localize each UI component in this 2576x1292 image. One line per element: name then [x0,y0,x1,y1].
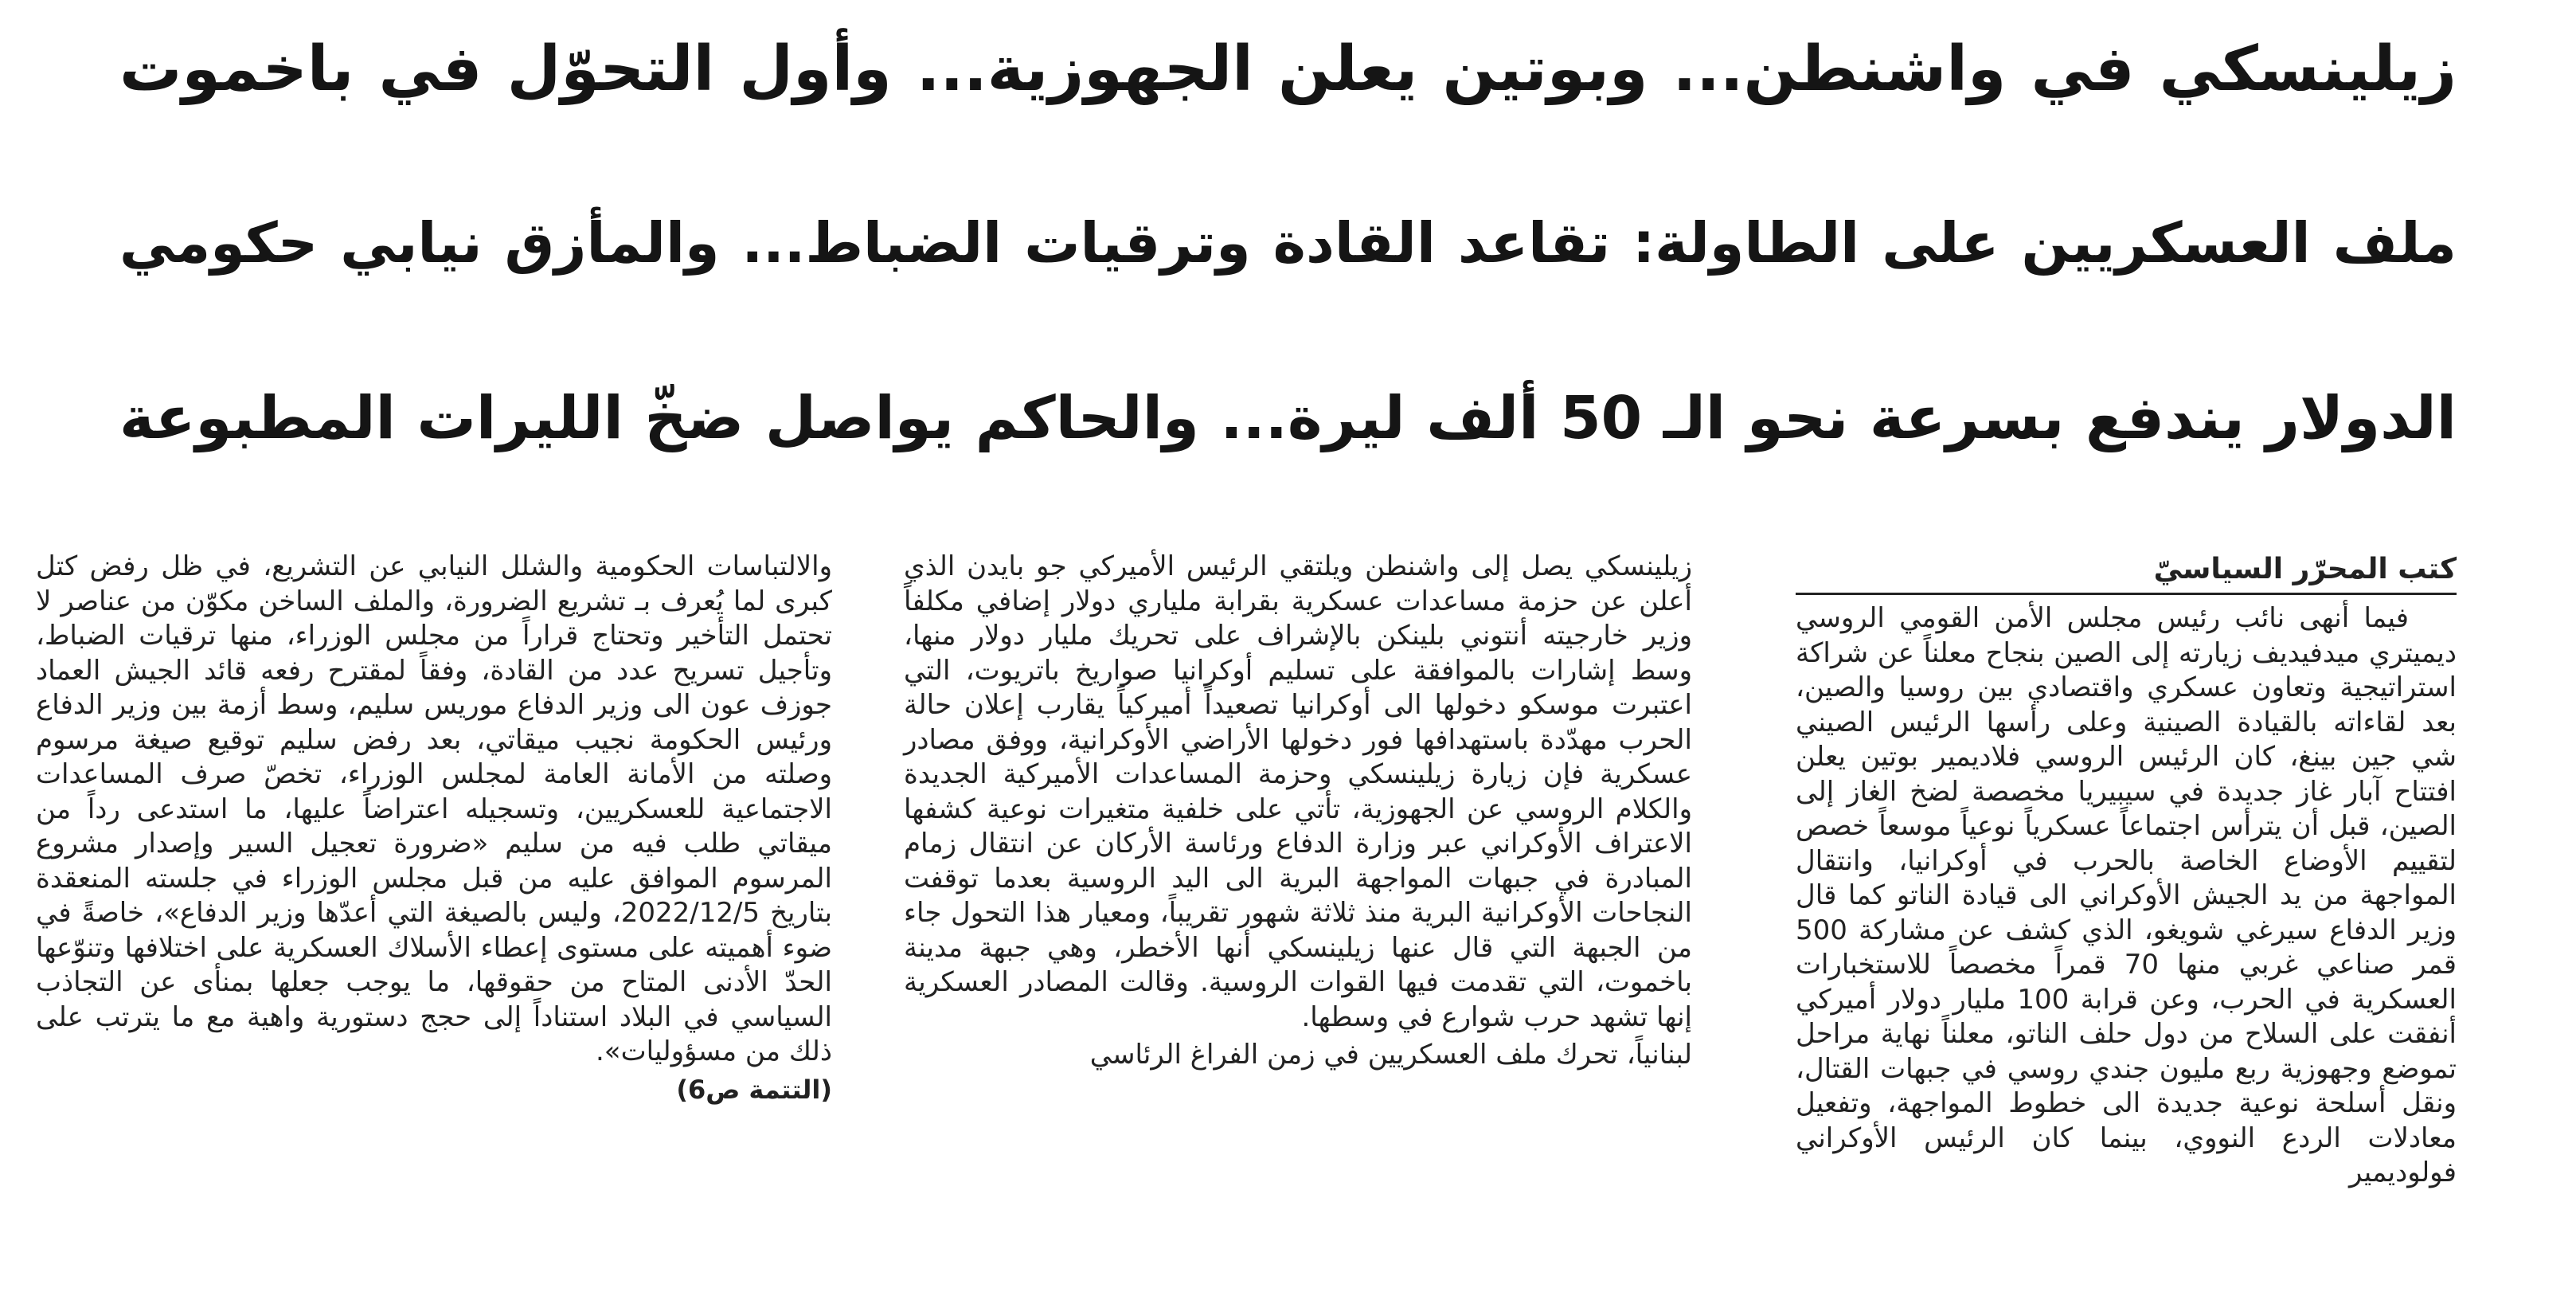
headline-main: زيلينسكي في واشنطن... وبوتين يعلن الجهوزية... وأول التحوّل في باخموت [119,33,2457,105]
article-paragraph: زيلينسكي يصل إلى واشنطن ويلتقي الرئيس الأميركي جو بايدن الذي أعلن عن حزمة مساعدات عسكرية بقرابة ملياري دولار إضافي مكلفاً وزير خارجيته أنتوني بلينكن بالإشراف على تحريك مليار دولار منها، وسط إشارات بالموافقة على تسليم أوكرانيا صواريخ باتريوت، التي اعتبرت موسكو دخولها الى أوكرانيا تصعيداً أميركياً يقارب إعلان حالة الحرب مهدّدة باستهدافها فور دخولها الأراضي الأوكرانية، ووفق مصادر عسكرية فإن زيارة زيلينسكي وحزمة المساعدات الأميركية الجديدة والكلام الروسي عن الجهوزية، تأتي على خلفية متغيرات نوعية كشفها الاعتراف الأوكراني عبر وزارة الدفاع ورئاسة الأركان عن انتقال زمام المبادرة في جبهات المواجهة البرية الى اليد الروسية بعدما توقفت النجاحات الأوكرانية البرية منذ ثلاثة شهور تقريباً، ومعيار هذا التحول جاء من الجبهة التي قال عنها زيلينسكي أنها الأخطر، وهي جبهة مدينة باخموت، التي تقدمت فيها القوات الروسية. وقالت المصادر العسكرية إنها تشهد حرب شوارع في وسطها. [904,550,1692,1033]
continued-note: (التتمة ص6) [676,1074,832,1105]
headline-third: الدولار يندفع بسرعة نحو الـ 50 ألف ليرة... والحاكم يواصل ضخّ الليرات المطبوعة [119,384,2457,452]
article-column-left [36,550,832,1107]
article-paragraph: فيما أنهى نائب رئيس مجلس الأمن القومي الروسي ديميتري ميدفيديف زيارته إلى الصين بنجاح معلناً عن شراكة استراتيجية وتعاون عسكري واقتصادي بين روسيا والصين، بعد لقاءاته بالقيادة الصينية وعلى رأسها الرئيس الصيني شي جين بينغ، كان الرئيس الروسي فلاديمير بوتين يعلن افتتاح آبار غاز جديدة في سيبيريا مخصصة لضخ الغاز إلى الصين، قبل أن يترأس اجتماعاً عسكرياً نوعياً موسعاً خصص لتقييم الأوضاع الخاصة بالحرب في أوكرانيا، وانتقال المواجهة من يد الجيش الأوكراني الى قيادة الناتو كما قال وزير الدفاع سيرغي شويغو، الذي كشف عن مشاركة 500 قمر صناعي غربي منها 70 قمراً مخصصاً للاستخبارات العسكرية في الحرب، وعن قرابة 100 مليار دولار أميركي أنفقت على السلاح من دول حلف الناتو، معلناً نهاية مراحل تموضع وجهوزية ربع مليون جندي روسي في جبهات القتال، ونقل أسلحة نوعية جديدة الى خطوط المواجهة، وتفعيل معادلات الردع النووي، بينما كان الرئيس الأوكراني فولوديمير [1796,602,2457,1188]
article-paragraph: لبنانياً، تحرك ملف العسكريين في زمن الفراغ الرئاسي [1089,1039,1692,1071]
article-column-right [1796,550,2457,1191]
headline-second: ملف العسكريين على الطاولة: تقاعد القادة وترقيات الضباط... والمأزق نيابي حكومي [119,210,2457,276]
byline: كتب المحرّر السياسيّ [1796,550,2457,595]
article-column-middle [904,550,1692,1073]
article-paragraph: والالتباسات الحكومية والشلل النيابي عن التشريع، في ظل رفض كتل كبرى لما يُعرف بـ تشريع الضرورة، والملف الساخن مكوّن من عناصر لا تحتمل التأخير وتحتاج قراراً من مجلس الوزراء، منها ترقيات الضباط، وتأجيل تسريح عدد من القادة، وفقاً لمقترح رفعه قائد الجيش العماد جوزف عون الى وزير الدفاع موريس سليم، وسط أزمة بين وزير الدفاع ورئيس الحكومة نجيب ميقاتي، بعد رفض سليم توقيع صيغة مرسوم وصلته من الأمانة العامة لمجلس الوزراء، تخصّ صرف المساعدات الاجتماعية للعسكريين، وتسجيله اعتراضاً عليها، ما استدعى رداً من ميقاتي طلب فيه من سليم «ضرورة تعجيل السير وإصدار مشروع المرسوم الموافق عليه من قبل مجلس الوزراء في جلسته المنعقدة بتاريخ 2022/12/5، وليس بالصيغة التي أعدّها وزير الدفاع»، خاصةً في ضوء أهميته على مستوى إعطاء الأسلاك العسكرية على اختلافها وتنوّعها الحدّ الأدنى المتاح من حقوقها، ما يوجب جعلها بمنأى عن التجاذب السياسي في البلاد استناداً إلى حجج دستورية واهية مع ما يترتب على ذلك من مسؤوليات». [36,550,832,1067]
